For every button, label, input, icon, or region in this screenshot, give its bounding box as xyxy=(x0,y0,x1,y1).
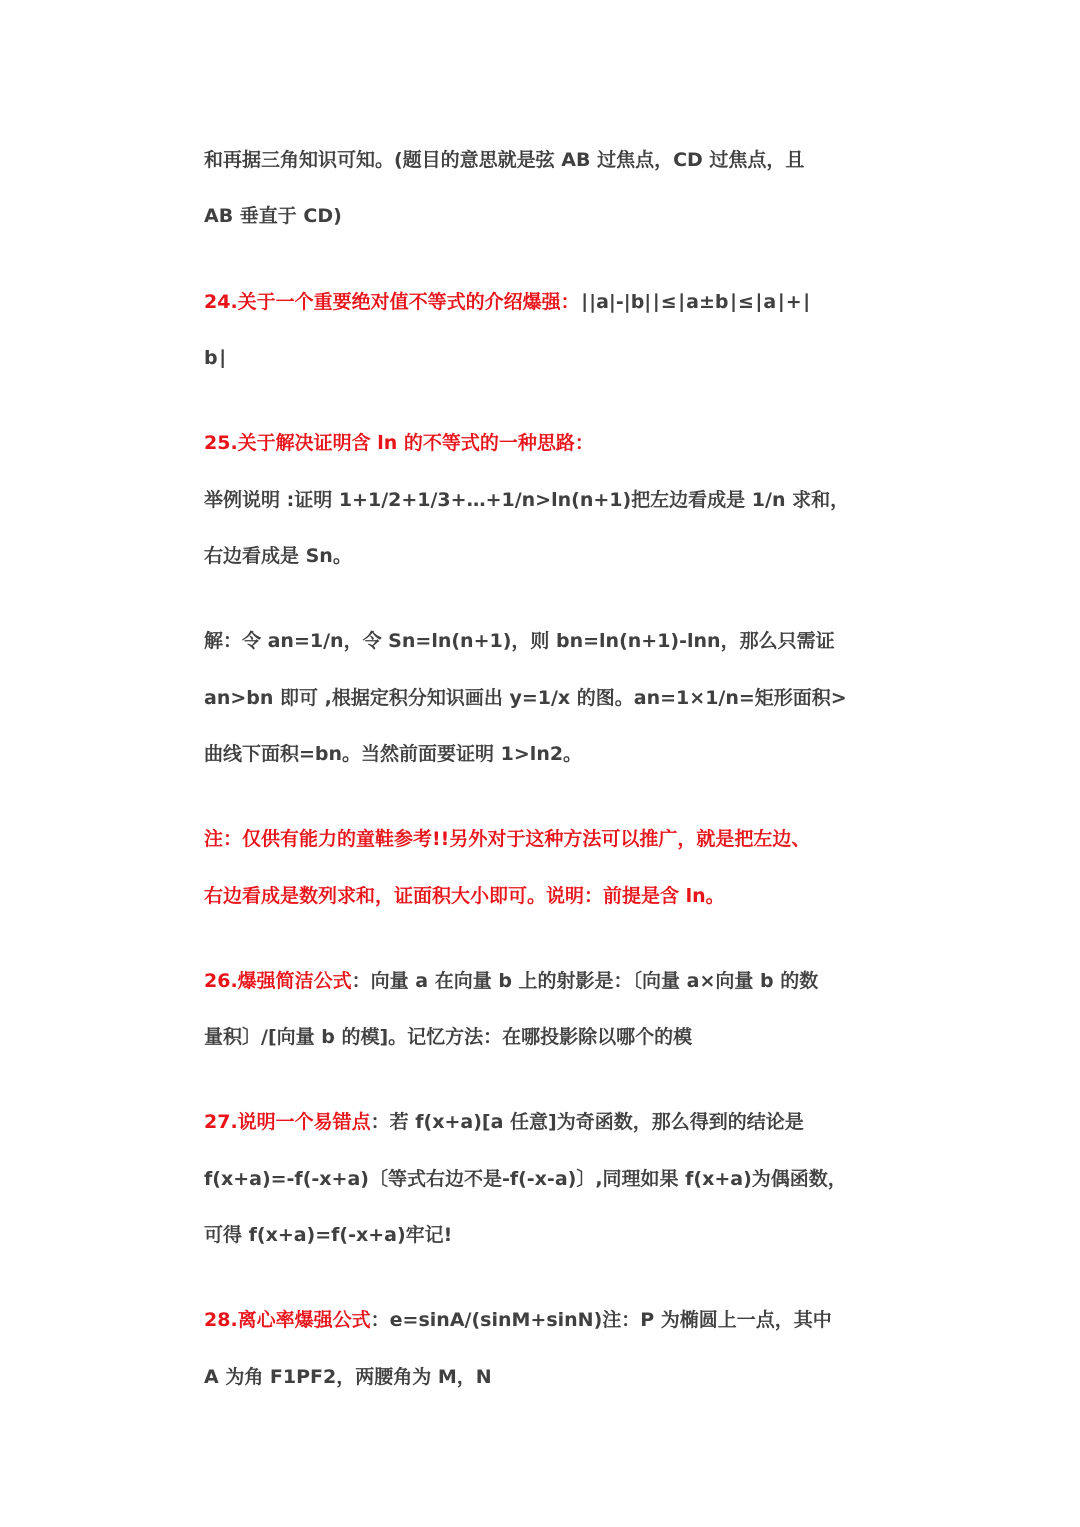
item-27-text: ：若 f(x+a)[a 任意]为奇函数，那么得到的结论是 xyxy=(370,1111,804,1133)
paragraph-line: 和再据三角知识可知。(题目的意思就是弦 AB 过焦点，CD 过焦点，且 xyxy=(204,149,805,171)
item-25-note-line: 右边看成是数列求和，证面积大小即可。说明：前提是含 ln。 xyxy=(204,885,725,907)
item-25-solution-line: 曲线下面积=bn。当然前面要证明 1>ln2。 xyxy=(204,743,583,765)
paragraph-line: AB 垂直于 CD) xyxy=(204,205,342,227)
item-24-line xyxy=(204,287,894,317)
item-26-text-cont: 量积〕/[向量 b 的模]。记忆方法：在哪投影除以哪个的模 xyxy=(204,1026,693,1048)
item-28-text-cont: A 为角 F1PF2，两腰角为 M，N xyxy=(204,1366,492,1388)
item-25-solution-line: an>bn 即可 ,根据定积分知识画出 y=1/x 的图。an=1×1/n=矩形面积> xyxy=(204,687,847,709)
item-27-text-cont: 可得 f(x+a)=f(-x+a)牢记! xyxy=(204,1224,453,1246)
item-25-example-line: 右边看成是 Sn。 xyxy=(204,545,352,567)
item-26-line xyxy=(204,966,894,996)
item-26-text: ：向量 a 在向量 b 上的射影是：〔向量 a×向量 b 的数 xyxy=(351,970,819,992)
item-24-formula-cont: b∣ xyxy=(204,347,228,369)
item-24-heading: 24.关于一个重要绝对值不等式的介绍爆强： xyxy=(204,291,580,313)
item-25-heading: 25.关于解决证明含 ln 的不等式的一种思路： xyxy=(204,432,594,454)
item-25-example-line: 举例说明 :证明 1+1/2+1/3+…+1/n>ln(n+1)把左边看成是 1/n 求和， xyxy=(204,489,850,511)
item-27-heading: 27.说明一个易错点 xyxy=(204,1111,371,1133)
item-24-formula: ∣|a|-|b|∣≤∣a±b∣≤∣a∣+∣ xyxy=(579,291,812,313)
item-28-text: ：e=sinA/(sinM+sinN)注：P 为椭圆上一点，其中 xyxy=(370,1309,832,1331)
item-25-note-line: 注：仅供有能力的童鞋参考!!另外对于这种方法可以推广，就是把左边、 xyxy=(204,828,811,850)
item-25-solution-line: 解：令 an=1/n，令 Sn=ln(n+1)，则 bn=ln(n+1)-lnn，那么只需证 xyxy=(204,630,835,652)
item-28-line xyxy=(204,1305,894,1335)
item-28-heading: 28.离心率爆强公式 xyxy=(204,1309,371,1331)
item-27-text-cont: f(x+a)=-f(-x+a)〔等式右边不是-f(-x-a)〕,同理如果 f(x+a)为偶函数， xyxy=(204,1168,847,1190)
item-27-line xyxy=(204,1107,894,1137)
item-26-heading: 26.爆强简洁公式 xyxy=(204,970,352,992)
